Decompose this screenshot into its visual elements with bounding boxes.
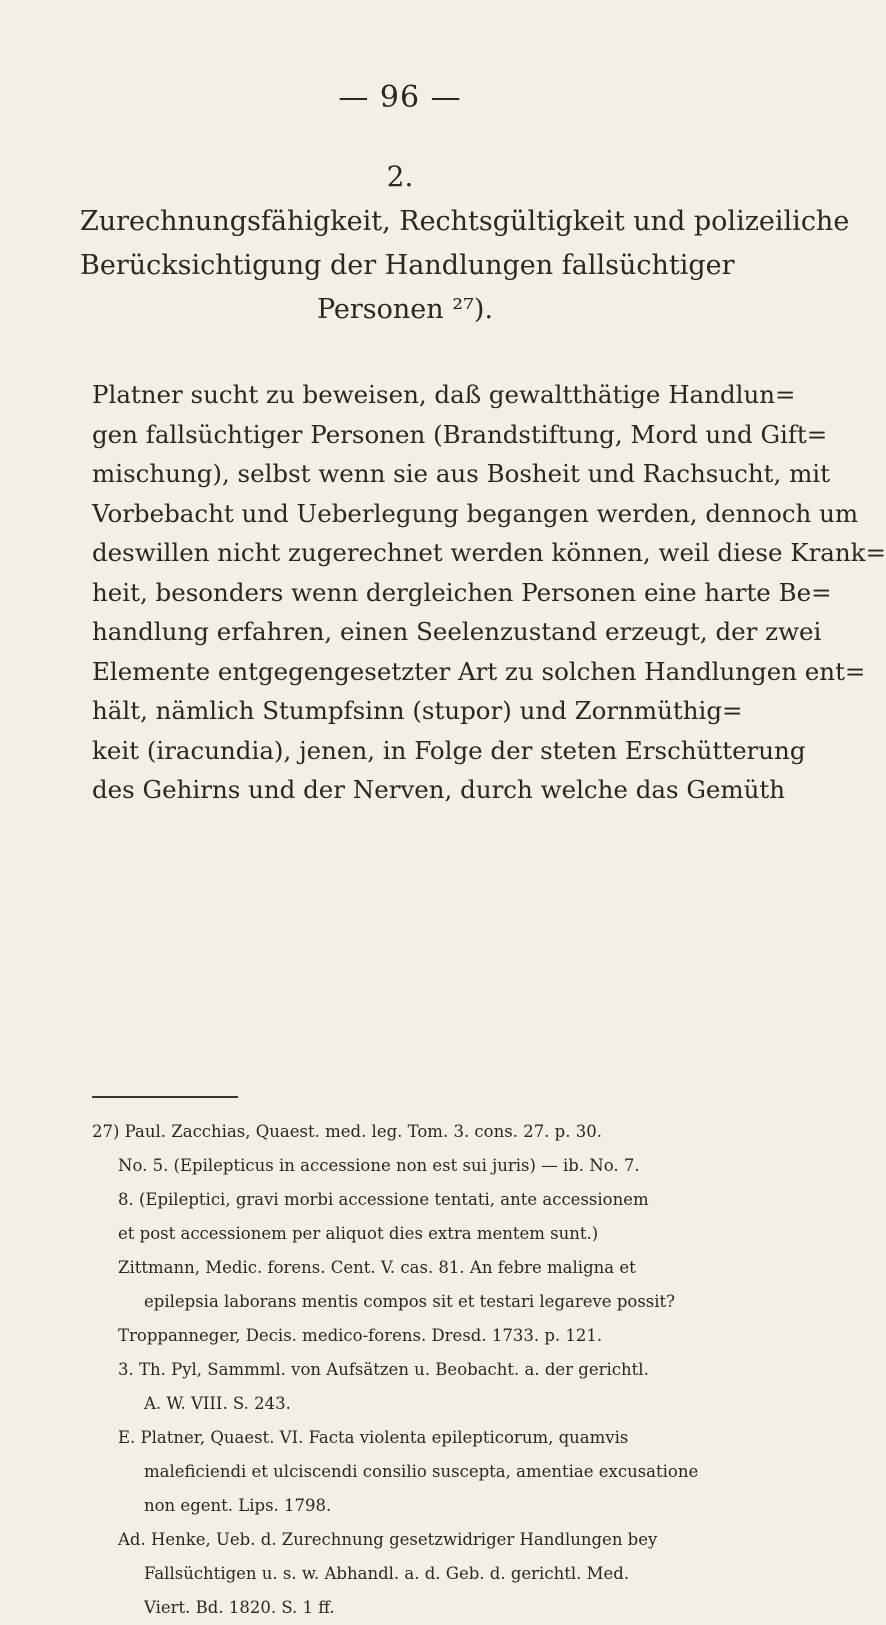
heading-line: Berücksichtigung der Handlungen fallsüchtiger	[80, 250, 735, 281]
section-number: 2.	[386, 160, 414, 193]
footnote-line: non egent. Lips. 1798.	[144, 1496, 332, 1515]
body-line: deswillen nicht zugerechnet werden können, weil diese Krank=	[92, 538, 886, 567]
footnote-line: 27) Paul. Zacchias, Quaest. med. leg. Tom. 3. cons. 27. p. 30.	[92, 1122, 602, 1141]
footnotes	[92, 1115, 762, 1625]
body-line: gen fallsüchtiger Personen (Brandstiftung, Mord und Gift=	[92, 419, 828, 449]
page-number: — 96 —	[338, 80, 462, 115]
footnote-divider	[92, 1096, 238, 1098]
heading-line: Zurechnungsfähigkeit, Rechtsgültigkeit und polizeiliche	[80, 206, 850, 237]
body-line: heit, besonders wenn dergleichen Personen eine harte Be=	[92, 577, 832, 607]
footnote-line: A. W. VIII. S. 243.	[144, 1394, 291, 1413]
body-line: keit (iracundia), jenen, in Folge der steten Erschütterung	[92, 735, 806, 765]
footnote-line: No. 5. (Epilepticus in accessione non est sui juris) — ib. No. 7.	[118, 1156, 640, 1175]
footnote-line: Troppanneger, Decis. medico-forens. Dresd. 1733. p. 121.	[118, 1326, 603, 1345]
footnote-line: 8. (Epileptici, gravi morbi accessione tentati, ante accessionem	[118, 1190, 649, 1209]
body-line: handlung erfahren, einen Seelenzustand erzeugt, der zwei	[92, 617, 822, 646]
footnote-line: Ad. Henke, Ueb. d. Zurechnung gesetzwidriger Handlungen bey	[118, 1530, 658, 1549]
section-heading	[80, 200, 850, 332]
body-line: hält, nämlich Stumpfsinn (stupor) und Zornmüthig=	[92, 696, 743, 725]
footnote-line: 3. Th. Pyl, Sammml. von Aufsätzen u. Beobacht. a. der gerichtl.	[118, 1360, 649, 1379]
footnote-line: E. Platner, Quaest. VI. Facta violenta epilepticorum, quamvis	[118, 1428, 629, 1447]
footnote-line: Viert. Bd. 1820. S. 1 ff.	[144, 1598, 335, 1617]
footnote-line: epilepsia laborans mentis compos sit et testari legareve possit?	[144, 1292, 676, 1311]
body-line: des Gehirns und der Nerven, durch welche das Gemüth	[92, 775, 786, 804]
body-line: Vorbebacht und Ueberlegung begangen werden, dennoch um	[92, 498, 859, 528]
body-line: Elemente entgegengesetzter Art zu solchen Handlungen ent=	[92, 656, 866, 686]
footnote-line: Zittmann, Medic. forens. Cent. V. cas. 81. An febre maligna et	[118, 1258, 636, 1277]
heading-line: Personen ²⁷).	[316, 294, 494, 325]
footnote-line: et post accessionem per aliquot dies extra mentem sunt.)	[118, 1224, 599, 1243]
footnote-line: maleficiendi et ulciscendi consilio suscepta, amentiae excusatione	[144, 1462, 699, 1481]
body-line: Platner sucht zu beweisen, daß gewaltthätige Handlun=	[92, 380, 796, 409]
body-line: mischung), selbst wenn sie aus Bosheit und Rachsucht, mit	[92, 459, 830, 488]
footnote-line: Fallsüchtigen u. s. w. Abhandl. a. d. Geb. d. gerichtl. Med.	[144, 1564, 630, 1583]
body-text	[92, 375, 886, 810]
